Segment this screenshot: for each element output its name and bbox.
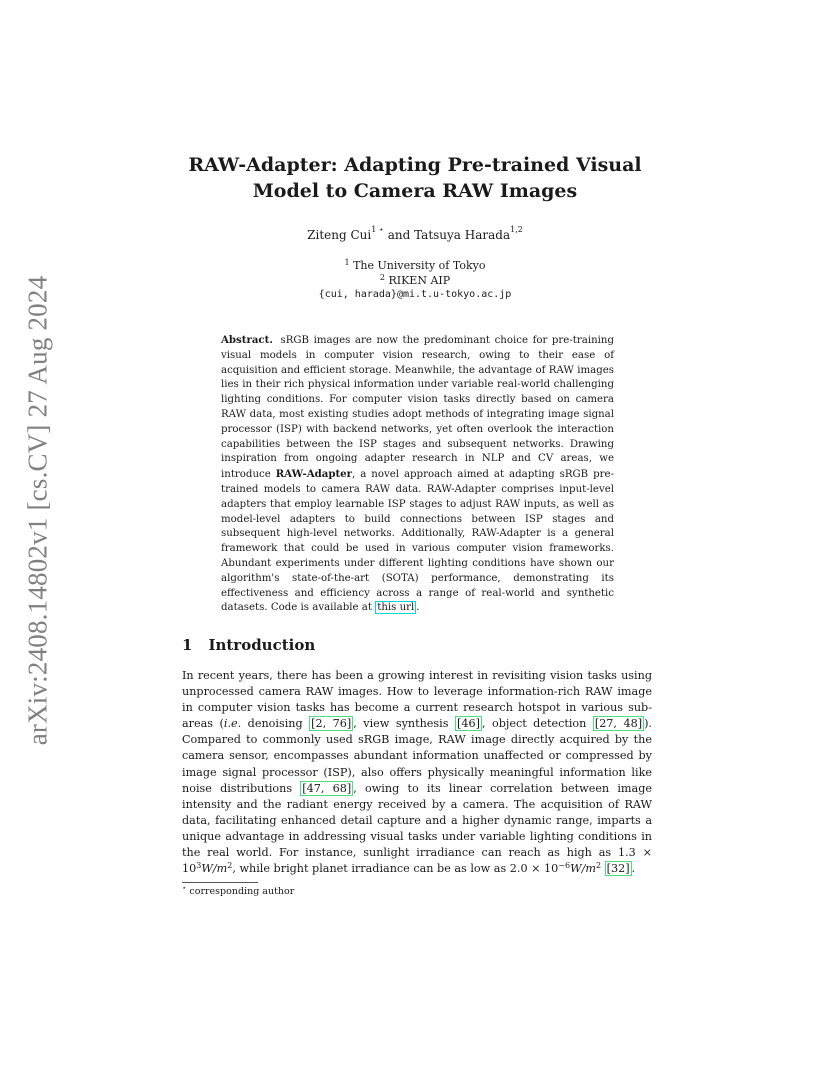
- footnote-mark: ⋆: [182, 884, 187, 892]
- author-name: Ziteng Cui: [307, 228, 372, 242]
- intro-text: , view synthesis: [353, 717, 455, 731]
- title-line-1: RAW-Adapter: Adapting Pre-trained Visual: [188, 154, 642, 176]
- exponent: 3: [196, 861, 202, 871]
- footnote-divider: [182, 882, 258, 883]
- unit-text: W/m: [570, 862, 596, 876]
- affiliation-mark: 1: [344, 258, 350, 267]
- footnote-text: corresponding author: [189, 886, 295, 897]
- citation-link[interactable]: [2, 76]: [311, 717, 352, 731]
- exponent: 2: [595, 861, 602, 871]
- exponent: 2: [227, 861, 233, 871]
- citation-link[interactable]: [47, 68]: [302, 781, 352, 795]
- title-line-2: Model to Camera RAW Images: [252, 180, 578, 202]
- unit-text: W/m: [201, 862, 228, 876]
- intro-text: .: [631, 862, 636, 876]
- affiliation-name: RIKEN AIP: [388, 273, 451, 287]
- affiliation-1: [150, 259, 680, 274]
- intro-text: , while bright planet irradiance can be as low as 2.0 × 10: [232, 862, 559, 876]
- citation-link[interactable]: [32]: [606, 862, 630, 876]
- abstract-text: , a novel approach aimed at adapting sRGB pre-trained models to camera RAW data. RAW-Adapter comprises input-level adapters that employ learnable ISP stages to adjust RAW inputs, as well as model-level adapters to build connections between ISP stages and subsequent high-level networks. Additionally, RAW-Adapter is a general framework that could be used in various computer vision frameworks. Abundant experiments under different lighting conditions have shown our algorithm's state-of-the-art (SOTA) performance, demonstrating its effectiveness and efficiency across a range of real-world and synthetic datasets. Code is available at: [221, 469, 614, 614]
- author-affiliation-mark: 1 ⋆: [371, 225, 384, 234]
- contact-email: {cui, harada}@mi.t.u-tokyo.ac.jp: [318, 289, 512, 300]
- footnote: [182, 886, 294, 897]
- abstract: [221, 333, 614, 616]
- author-list: [150, 225, 680, 242]
- citation-link[interactable]: [46]: [456, 717, 480, 731]
- section-title: Introduction: [208, 636, 316, 654]
- method-name: RAW-Adapter: [275, 468, 352, 481]
- abstract-end: .: [416, 602, 420, 614]
- abstract-label: Abstract.: [221, 334, 273, 346]
- intro-text: ). Compared to commonly used sRGB image, RAW image directly acquired by the camera sensor, encompasses abundant information unaffected or compressed by image signal processor (ISP), also offers physically meaningful information like noise distributions: [182, 717, 652, 795]
- introduction-paragraph: [182, 668, 652, 877]
- intro-text: , object detection: [481, 717, 593, 731]
- intro-text: , owing to its linear correlation between image intensity and the radiant energy received by a camera. The acquisition of RAW data, facilitating enhanced detail capture and a higher dynamic range, imparts a unique advantage in addressing visual tasks under variable lighting conditions in the real world. For instance, sunlight irradiance can reach as high as 1.3 × 10: [182, 781, 652, 876]
- code-link[interactable]: this url: [377, 602, 415, 614]
- author-name: Tatsuya Harada: [414, 228, 511, 242]
- paper-title: [150, 152, 680, 204]
- intro-text: In recent years, there has been a growing interest in revisiting vision tasks using unprocessed camera RAW images. How to leverage information-rich RAW image in computer vision tasks has become a current research hotspot in various sub-areas (: [182, 669, 652, 731]
- arxiv-id-text: arXiv:2408.14802v1 [cs.CV] 27 Aug 2024: [22, 275, 53, 745]
- affiliations: [150, 259, 680, 303]
- author-connector: and: [387, 228, 411, 242]
- arxiv-identifier-stamp: [18, 275, 58, 745]
- affiliation-mark: 2: [379, 272, 385, 282]
- affiliation-name: The University of Tokyo: [353, 259, 486, 272]
- section-heading: [182, 636, 315, 654]
- affiliation-2: [150, 274, 680, 289]
- citation-link[interactable]: [27, 48]: [594, 717, 643, 731]
- intro-text: denoising: [241, 717, 310, 731]
- author-affiliation-mark: 1,2: [510, 225, 523, 234]
- abstract-text: sRGB images are now the predominant choice for pre-training visual models in computer vision research, owing to their ease of acquisition and efficient storage. Meanwhile, the advantage of RAW images lies in their rich physical information under variable real-world challenging lighting conditions. For computer vision tasks directly based on camera RAW data, most existing studies adopt methods of integrating image signal processor (ISP) with backend networks, yet often overlook the interaction capabilities between the ISP stages and subsequent networks. Drawing inspiration from ongoing adapter research in NLP and CV areas, we introduce: [221, 335, 614, 481]
- exponent: −6: [558, 861, 571, 871]
- section-number: 1: [182, 636, 193, 654]
- intro-italic: i.e.: [223, 717, 242, 731]
